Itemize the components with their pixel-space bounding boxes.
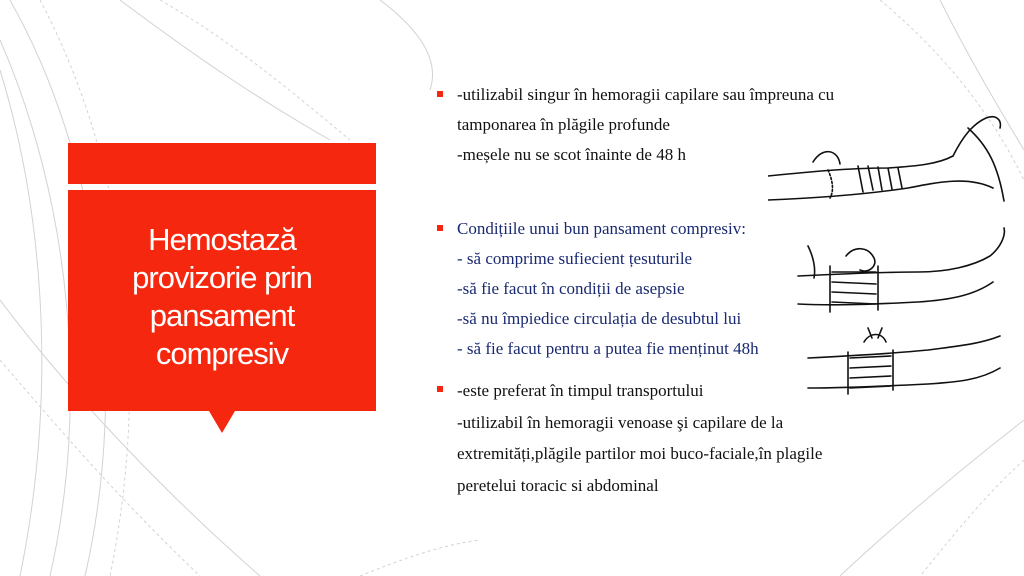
square-bullet-icon (437, 91, 443, 97)
bullet-line: - să comprime sufiecient țesuturile (457, 249, 693, 268)
bullet-line: -este preferat în timpul transportului (457, 381, 704, 400)
bullet-line: Condițiile unui bun pansament compresiv: (457, 219, 746, 238)
slide-title: Hemostază provizorie prin pansament compresiv (132, 221, 312, 371)
bullet-line: -să fie facut în condiții de asepsie (457, 279, 685, 298)
title-box (68, 190, 376, 411)
bullet-line: -meșele nu se scot înainte de 48 h (457, 145, 686, 164)
bullet-text (457, 375, 822, 501)
bullet-line: -utilizabil singur în hemoragii capilare sau împreuna cu (457, 85, 835, 104)
bullet-line: -utilizabil în hemoragii venoase şi capilare de la (457, 412, 784, 432)
bullet-line: peretelui toracic si abdominal (457, 475, 659, 495)
square-bullet-icon (437, 225, 443, 231)
bullet-line: extremități,plăgile partilor moi buco-faciale,în plagile (457, 444, 823, 463)
square-bullet-icon (437, 386, 443, 392)
title-pointer-arrow (209, 411, 235, 433)
title-accent-strip (68, 143, 376, 184)
bullet-text (457, 214, 759, 364)
bullet-line: tamponarea în plăgile profunde (457, 115, 670, 134)
bullet-text (457, 80, 834, 170)
bullet-line: -să nu împiedice circulația de desubtul lui (457, 309, 742, 328)
bullet-line: - să fie facut pentru a putea fie menținut 48h (457, 339, 759, 358)
